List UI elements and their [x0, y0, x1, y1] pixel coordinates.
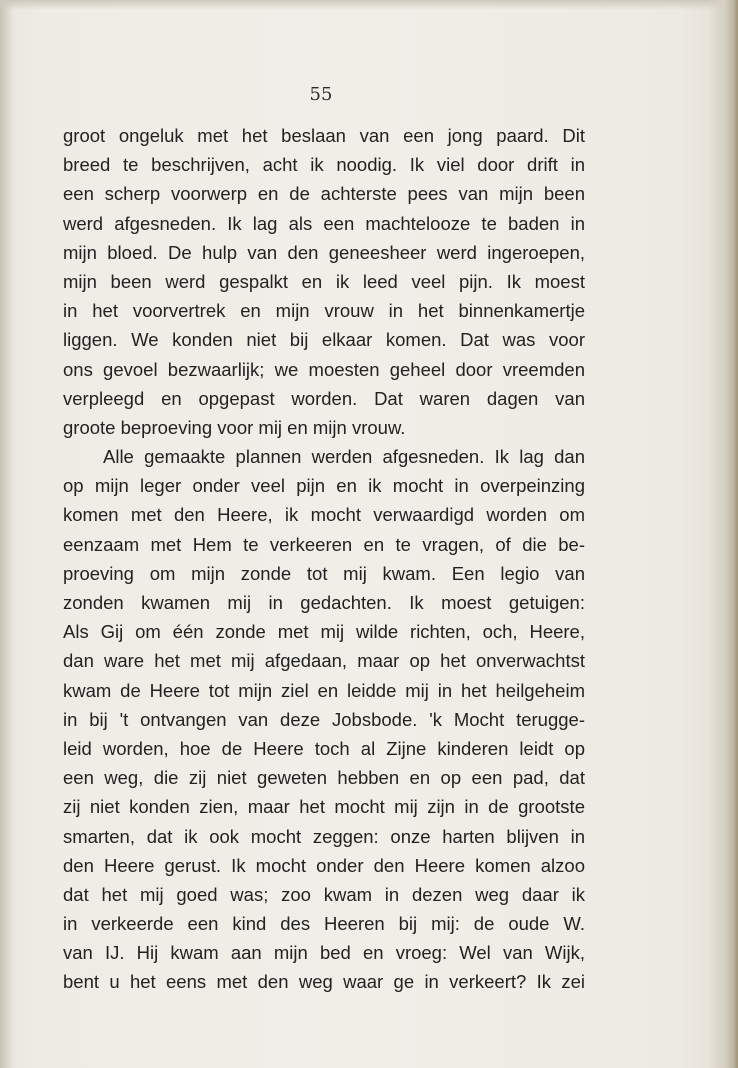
text-line: breed te beschrijven, acht ik noodig. Ik viel door drift in: [63, 154, 585, 176]
text-line: in bij 't ontvangen van deze Jobsbode. 'k Mocht terugge-: [63, 708, 585, 730]
text-line: op mijn leger onder veel pijn en ik mocht in overpeinzing: [63, 475, 585, 497]
text-line: werd afgesneden. Ik lag als een machtelooze te baden in: [63, 212, 585, 234]
text-line: mijn bloed. De hulp van den geneesheer werd ingeroepen,: [63, 241, 585, 263]
text-line: proeving om mijn zonde tot mij kwam. Een legio van: [63, 562, 585, 584]
text-line: dan ware het met mij afgedaan, maar op het onverwachtst: [63, 650, 585, 672]
page-number: 55: [309, 84, 333, 105]
text-line: dat het mij goed was; zoo kwam in dezen weg daar ik: [63, 883, 585, 905]
text-line: zonden kwamen mij in gedachten. Ik moest getuigen:: [63, 592, 585, 613]
text-line: van IJ. Hij kwam aan mijn bed en vroeg: Wel van Wijk,: [63, 942, 585, 964]
text-line: een weg, die zij niet geweten hebben en op een pad, dat: [63, 767, 585, 789]
text-line: liggen. We konden niet bij elkaar komen. Dat was voor: [63, 329, 585, 351]
page-top-shadow: [0, 0, 738, 10]
body-text: [63, 121, 585, 997]
text-line: komen met den Heere, ik mocht verwaardigd worden om: [63, 504, 585, 526]
text-line: verpleegd en opgepast worden. Dat waren dagen van: [63, 387, 585, 409]
text-line: in het voorvertrek en mijn vrouw in het binnenkamertje: [63, 300, 585, 322]
text-line: groote beproeving voor mij en mijn vrouw.: [63, 416, 406, 438]
text-line: groot ongeluk met het beslaan van een jong paard. Dit: [63, 125, 585, 146]
text-line: leid worden, hoe de Heere toch al Zijne kinderen leidt op: [63, 737, 585, 759]
text-line: Als Gij om één zonde met mij wilde richten, och, Heere,: [63, 621, 585, 643]
page-left-edge-shadow: [0, 0, 14, 1068]
text-line: smarten, dat ik ook mocht zeggen: onze harten blijven in: [63, 825, 585, 847]
text-line: zij niet konden zien, maar het mocht mij zijn in de grootste: [63, 796, 585, 818]
text-line: bent u het eens met den weg waar ge in verkeert? Ik zei: [63, 971, 585, 993]
text-line: een scherp voorwerp en de achterste pees van mijn been: [63, 183, 585, 205]
text-line: mijn been werd gespalkt en ik leed veel pijn. Ik moest: [63, 270, 585, 292]
text-line: in verkeerde een kind des Heeren bij mij: de oude W.: [63, 913, 585, 935]
page-right-edge-binding: [708, 0, 738, 1068]
text-line: eenzaam met Hem te verkeeren en te vragen, of die be-: [63, 533, 585, 555]
text-line: ons gevoel bezwaarlijk; we moesten geheel door vreemden: [63, 358, 585, 380]
text-line: den Heere gerust. Ik mocht onder den Heere komen alzoo: [63, 854, 585, 876]
text-line: kwam de Heere tot mijn ziel en leidde mij in het heilgeheim: [63, 679, 585, 701]
text-line: Alle gemaakte plannen werden afgesneden. Ik lag dan: [103, 446, 585, 468]
